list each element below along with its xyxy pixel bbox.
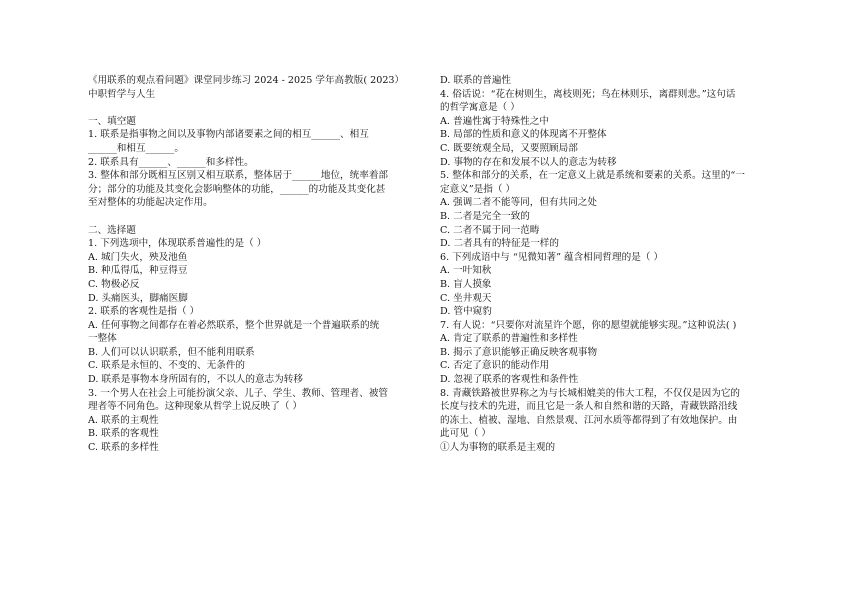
choice-q6-option: B. 盲人摸象 [440,278,492,290]
choice-q7-option: C. 否定了意识的能动作用 [440,360,550,372]
fill-q3-line1: 3. 整体和部分既相互区别又相互联系，整体居于______地位，统率着部 [88,170,389,182]
choice-q8-line1: 8. 青藏铁路被世界称之为与长城相媲美的伟大工程，不仅仅是因为它的 [440,387,741,399]
choice-q1-option: A. 城门失火，殃及池鱼 [88,251,188,263]
choice-q4-line1: 4. 俗话说：“花在树则生，离枝则死；鸟在林则乐，离群则悲。”这句话 [440,88,736,100]
fill-q1-line2: ______和相互______。 [88,142,184,154]
choice-q2-option: C. 联系是永恒的、不变的、无条件的 [88,360,246,372]
left-column [88,74,418,455]
fill-q2: 2. 联系具有______、______和多样性。 [88,156,254,168]
choice-q8-line3: 的冻土、植被、湿地、自然景观、江河水质等都得到了有效地保护。由 [440,414,738,426]
section-heading-fill-blank: 一、填空题 [88,115,136,127]
choice-q6-option: A. 一叶知秋 [440,265,492,277]
choice-q3-option: A. 联系的主观性 [88,414,159,426]
choice-q7-option: D. 忽视了联系的客观性和条件性 [440,374,579,386]
choice-q1-option: D. 头痛医头，脚痛医脚 [88,292,188,304]
fill-q1-line1: 1. 联系是指事物之间以及事物内部诸要素之间的相互______、相互 [88,129,369,141]
choice-q2: 2. 联系的客观性是指（ ） [88,306,200,318]
choice-q8-item1: ①人为事物的联系是主观的 [440,442,556,454]
choice-q2-option-a-line1: A. 任何事物之间都存在着必然联系，整个世界就是一个普遍联系的统 [88,319,380,331]
choice-q3-option: B. 联系的客观性 [88,428,159,440]
choice-q7: 7. 有人说：“只要你对流星许个愿，你的愿望就能够实现。”这种说法( ) [440,319,737,331]
document-title: 《用联系的观点看问题》课堂同步练习 2024 - 2025 学年高教版( 2023） [88,75,405,86]
choice-q2-option: D. 联系是事物本身所固有的，不以人的意志为转移 [88,374,303,386]
choice-q6-option: C. 坐井观天 [440,292,492,304]
choice-q3-option: D. 联系的普遍性 [440,75,512,86]
section-heading-choice: 二、选择题 [88,224,136,236]
fill-q3-line2: 分；部分的功能及其变化会影响整体的功能，______的功能及其变化甚 [88,183,386,195]
choice-q2-option: B. 人们可以认识联系，但不能利用联系 [88,346,255,358]
choice-q1-option: B. 种瓜得瓜，种豆得豆 [88,265,188,277]
choice-q7-option: A. 肯定了联系的普遍性和多样性 [440,333,578,345]
choice-q6: 6. 下列成语中与 “见微知著” 蕴含相同哲理的是（ ） [440,251,664,263]
choice-q2-option-a-line2: 一整体 [88,333,117,345]
choice-q1: 1. 下列选项中，体现联系普遍性的是（ ） [88,238,267,250]
choice-q5-option: C. 二者不属于同一范畴 [440,224,540,236]
choice-q5-option: B. 二者是完全一致的 [440,210,530,222]
choice-q1-option: C. 物极必反 [88,278,140,290]
choice-q4-option: A. 普遍性寓于特殊性之中 [440,115,549,127]
choice-q7-option: B. 揭示了意识能够正确反映客观事物 [440,346,598,358]
choice-q5-line1: 5. 整体和部分的关系，在一定意义上就是系统和要素的关系。这里的“一 [440,170,745,182]
choice-q5-line2: 定意义”是指（ ） [440,183,516,195]
document-subtitle: 中职哲学与人生 [88,88,156,100]
choice-q4-option: B. 局部的性质和意义的体现离不开整体 [440,129,607,141]
choice-q3-option: C. 联系的多样性 [88,442,159,454]
fill-q3-line3: 至对整体的功能起决定作用。 [88,197,213,209]
choice-q5-option: D. 二者具有的特征是一样的 [440,238,559,250]
right-column [440,74,770,455]
choice-q6-option: D. 管中窥豹 [440,306,492,318]
choice-q5-option: A. 强调二者不能等同，但有共同之处 [440,197,597,209]
choice-q8-line2: 长度与技术的先进，而且它是一条人和自然和谐的天路，青藏铁路沿线 [440,401,738,413]
choice-q3-line2: 理者等不同角色。这种现象从哲学上说反映了（ ） [88,401,303,413]
choice-q3-line1: 3. 一个男人在社会上可能扮演父亲、儿子、学生、教师、管理者、被管 [88,387,389,399]
choice-q4-option: D. 事物的存在和发展不以人的意志为转移 [440,156,617,168]
choice-q4-line2: 的哲学寓意是（ ） [440,102,520,114]
choice-q8-line4: 此可见（ ） [440,428,492,440]
choice-q4-option: C. 既要统观全局，又要照顾局部 [440,142,578,154]
